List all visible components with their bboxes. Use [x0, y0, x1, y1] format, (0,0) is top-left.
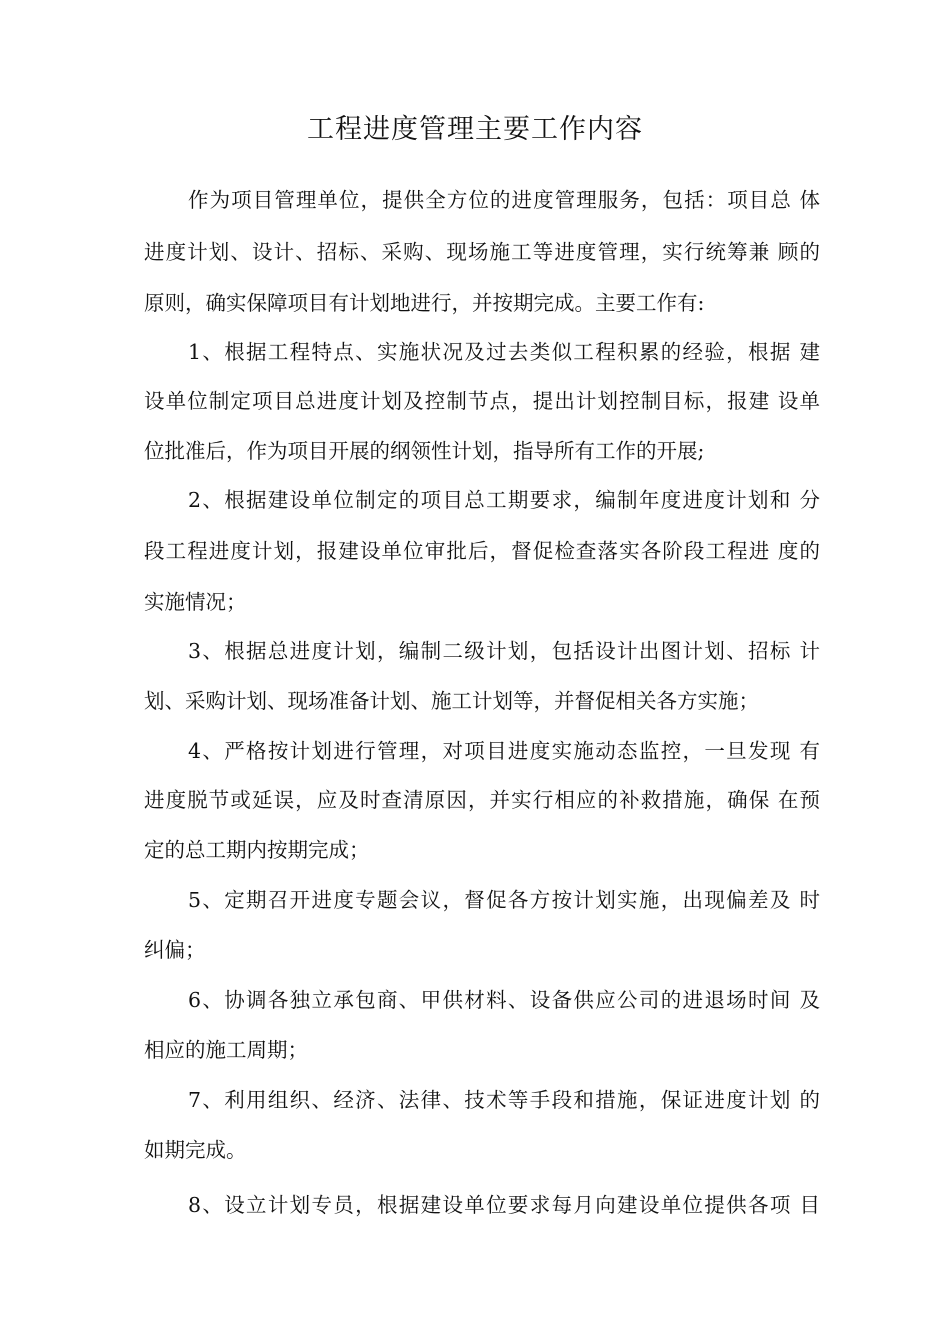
- paragraph-line: 实施情况；: [144, 590, 247, 614]
- paragraph-line: 1、根据工程特点、实施状况及过去类似工程积累的经验，根据 建: [188, 340, 820, 364]
- paragraph-line: 6、协调各独立承包商、甲供材料、设备供应公司的进退场时间 及: [188, 988, 820, 1012]
- paragraph-line: 进度脱节或延误，应及时查清原因，并实行相应的补救措施，确保 在预: [144, 788, 820, 812]
- paragraph-line: 5、定期召开进度专题会议，督促各方按计划实施，出现偏差及 时: [188, 888, 820, 912]
- paragraph-line: 作为项目管理单位，提供全方位的进度管理服务，包括：项目总 体: [188, 188, 820, 212]
- paragraph-line: 2、根据建设单位制定的项目总工期要求，编制年度进度计划和 分: [188, 488, 820, 512]
- paragraph-line: 设单位制定项目总进度计划及控制节点，提出计划控制目标，报建 设单: [144, 389, 820, 413]
- paragraph-line: 划、采购计划、现场准备计划、施工计划等，并督促相关各方实施；: [144, 689, 759, 713]
- paragraph-line: 3、根据总进度计划，编制二级计划，包括设计出图计划、招标 计: [188, 639, 820, 663]
- paragraph-line: 原则，确实保障项目有计划地进行，并按期完成。主要工作有:: [144, 291, 705, 315]
- paragraph-line: 定的总工期内按期完成；: [144, 838, 370, 862]
- paragraph-line: 相应的施工周期；: [144, 1038, 308, 1062]
- document-title: 工程进度管理主要工作内容: [307, 114, 643, 145]
- paragraph-line: 段工程进度计划，报建设单位审批后，督促检查落实各阶段工程进 度的: [144, 539, 820, 563]
- paragraph-line: 进度计划、设计、招标、采购、现场施工等进度管理，实行统筹兼 顾的: [144, 240, 820, 264]
- paragraph-line: 7、利用组织、经济、法律、技术等手段和措施，保证进度计划 的: [188, 1088, 820, 1112]
- paragraph-line: 4、严格按计划进行管理，对项目进度实施动态监控，一旦发现 有: [188, 739, 820, 763]
- paragraph-line: 8、设立计划专员，根据建设单位要求每月向建设单位提供各项 目: [188, 1193, 820, 1217]
- paragraph-line: 如期完成。: [144, 1138, 247, 1162]
- paragraph-line: 纠偏；: [144, 938, 206, 962]
- paragraph-line: 位批准后，作为项目开展的纲领性计划，指导所有工作的开展;: [144, 439, 705, 463]
